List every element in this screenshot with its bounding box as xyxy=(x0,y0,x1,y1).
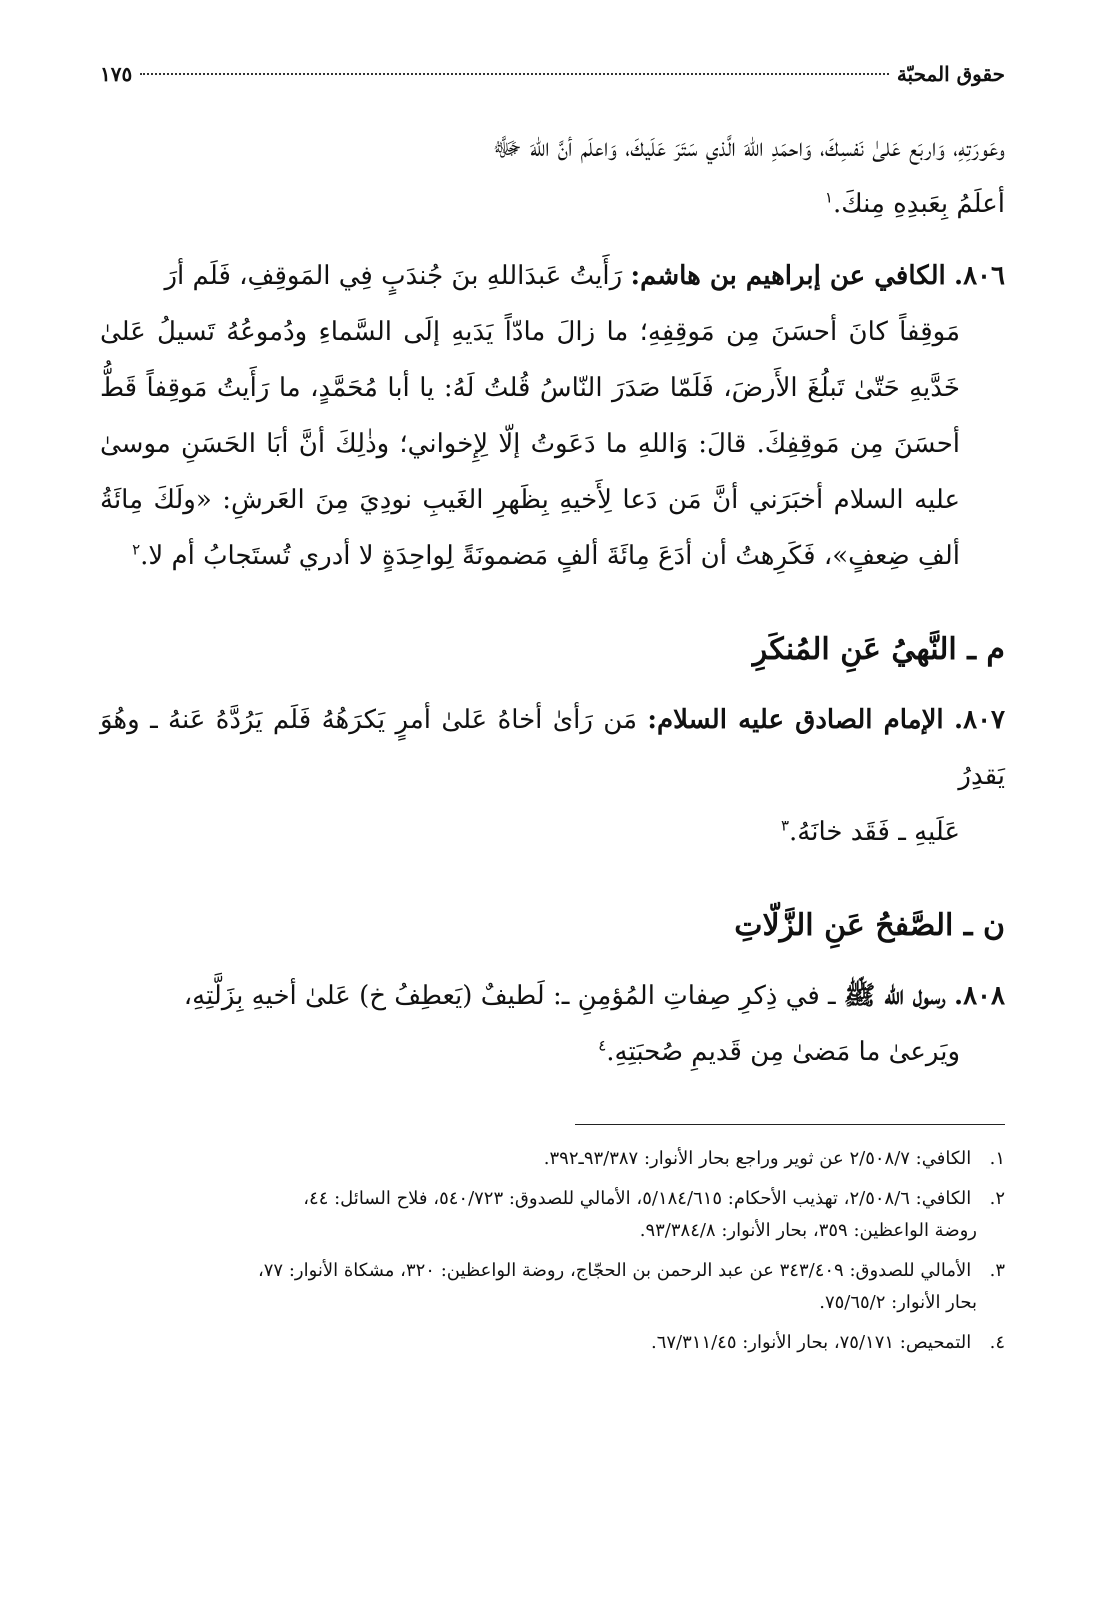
footnote-ref: ٢ xyxy=(132,540,141,559)
hadith-continuation xyxy=(100,804,1005,860)
page-number: ١٧٥ xyxy=(100,62,133,86)
text-line: أعلَمُ بِعَبدِهِ مِنكَ. xyxy=(832,189,1005,219)
footnote-text: الكافي: ٢/٥٠٨/٧ عن ثوير وراجع بحار الأنوار: ٩٣/٣٨٧ـ٣٩٢. xyxy=(543,1148,972,1169)
paragraph-continued xyxy=(100,120,1005,232)
hadith-source: الإمام الصادق عليه السلام: xyxy=(647,705,944,735)
footnote-number: ١. xyxy=(989,1148,1005,1169)
text-line: ـ في ذِكرِ صِفاتِ المُؤمِنِ ـ: لَطيفٌ (يَعطِفُ خ) عَلىٰ أخيهِ بِزَلَّتِهِ، xyxy=(183,981,836,1011)
text-line: «ولَكَ مِائَةُ ألفِ ضِعفٍ»، فَكَرِهتُ أن أدَعَ مِائَةَ ألفٍ مَضمونَةً لِواحِدَةٍ لا أدري xyxy=(100,485,960,571)
footnote-ref: ٣ xyxy=(780,816,790,835)
main-text xyxy=(100,120,1005,1080)
text-line: مَن رَأىٰ أخاهُ عَلىٰ أمرٍ يَكرَهُهُ فَلَم يَرُدَّهُ عَنهُ ـ وهُوَ يَقدِرُ xyxy=(100,705,1005,791)
hadith-807 xyxy=(100,692,1005,860)
text-line: خَدَّيهِ حَتّىٰ تَبلُغَ الأَرضَ، فَلَمّا صَدَرَ النّاسُ قُلتُ لَهُ: يا أبا مُحَمَّدٍ، ما رَأَيتُ xyxy=(216,373,960,403)
footnote xyxy=(100,1255,1005,1319)
footnote-number: ٢. xyxy=(989,1188,1005,1209)
hadith-continuation xyxy=(100,304,1005,584)
hadith-source: الكافي عن إبراهيم بن هاشم: xyxy=(630,261,946,291)
footnote xyxy=(100,1143,1005,1175)
text-line: تُستَجابُ أم لا. xyxy=(140,541,291,571)
footnote-text: التمحيص: ٧٥/١٧١، بحار الأنوار: ٦٧/٣١١/٤٥. xyxy=(650,1332,972,1353)
footnote-text: روضة الواعظين: ٣٥٩، بحار الأنوار: ٩٣/٣٨٤/٨. xyxy=(639,1220,977,1241)
footnote-ref: ٤ xyxy=(598,1036,607,1055)
hadith-number: ٨٠٦. xyxy=(954,261,1005,291)
text-line: وعَورَتِهِ، وَاربَع عَلىٰ نَفسِكَ، وَاحمَدِ اللهَ الَّذي سَتَرَ عَلَيكَ، وَاعلَم أنَّ اللهَ ﷻ xyxy=(492,133,1005,163)
hadith-source: رسول الله ﷺ xyxy=(843,981,946,1011)
book-page xyxy=(100,62,1005,1367)
hadith-808 xyxy=(100,968,1005,1080)
hadith-806 xyxy=(100,248,1005,584)
header-leader-dots xyxy=(140,73,889,75)
text-line: عَلَيهِ ـ فَقَد خانَهُ. xyxy=(789,817,960,847)
running-head xyxy=(100,62,1005,94)
footnote-text: بحار الأنوار: ٧٥/٦٥/٢. xyxy=(819,1292,977,1313)
footnote xyxy=(100,1327,1005,1359)
footnote-text: الكافي: ٢/٥٠٨/٦، تهذيب الأحكام: ٥/١٨٤/٦١٥، الأمالي للصدوق: ٥٤٠/٧٢٣، فلاح السائل: ٤٤، xyxy=(303,1188,972,1209)
text-line: ويَرعىٰ ما مَضىٰ مِن قَديمِ صُحبَتِهِ. xyxy=(606,1037,960,1067)
footnote-text: الأمالي للصدوق: ٣٤٣/٤٠٩ عن عبد الرحمن بن الحجّاج، روضة الواعظين: ٣٢٠، مشكاة الأنوار: ٧٧، xyxy=(257,1260,972,1281)
footnote-ref: ١ xyxy=(824,188,833,207)
hadith-number: ٨٠٨. xyxy=(954,981,1005,1011)
hadith-continuation xyxy=(100,1024,1005,1080)
footnote-number: ٤. xyxy=(989,1332,1005,1353)
section-heading: ن ـ الصَّفحُ عَنِ الزَّلّاتِ xyxy=(734,908,1005,943)
text-line: مَوقِفاً كانَ أحسَنَ مِن مَوقِفِهِ؛ ما زالَ مادّاً يَدَيهِ إلَى السَّماءِ ودُموعُهُ تَسيلُ عَلىٰ xyxy=(100,317,960,347)
text-line: رَأَيتُ عَبدَاللهِ بنَ جُندَبٍ فِي المَوقِفِ، فَلَم أرَ xyxy=(164,261,623,291)
text-line: مَوقِفاً قَطُّ أحسَنَ مِن مَوقِفِكَ. قالَ: وَاللهِ ما دَعَوتُ إلّا لِإِخواني؛ وذٰلِكَ أنَّ أبَا xyxy=(100,373,960,459)
section-heading: م ـ النَّهيُ عَنِ المُنكَرِ xyxy=(752,632,1005,667)
footnote xyxy=(100,1183,1005,1247)
text-line: الحَسَنِ موسىٰ عليه السلام أخبَرَني أنَّ مَن دَعا لِأَخيهِ بِظَهرِ الغَيبِ نودِيَ مِنَ العَرشِ: xyxy=(100,429,960,515)
footnote-number: ٣. xyxy=(989,1260,1005,1281)
footnotes xyxy=(100,1143,1005,1359)
hadith-number: ٨٠٧. xyxy=(954,705,1006,735)
header-title: حقوق المحبّة xyxy=(896,62,1005,86)
footnote-separator xyxy=(575,1124,1005,1125)
